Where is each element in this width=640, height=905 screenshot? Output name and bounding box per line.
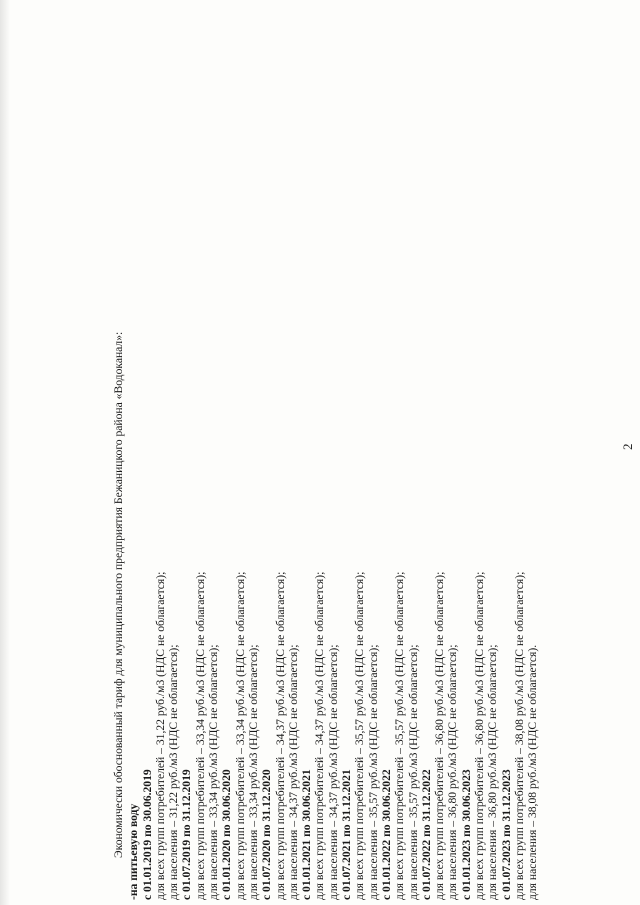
tariff-population: для населения – 33,34 руб./м3 (НДС не облагается);: [207, 644, 221, 900]
tariff-population: для населения – 38,08 руб./м3 (НДС не облагается).: [526, 644, 540, 900]
tariff-population: для населения – 35,57 руб./м3 (НДС не облагается);: [406, 644, 420, 900]
period-dates: с 01.01.2022 по 30.06.2022: [379, 769, 393, 900]
period-dates: с 01.07.2020 по 31.12.2020: [260, 769, 274, 900]
tariff-text-block: [112, 200, 540, 900]
tariff-population: для населения – 35,57 руб./м3 (НДС не облагается);: [366, 644, 380, 900]
tariff-all-groups: для всех групп потребителей – 33,34 руб./м3 (НДС не облагается);: [193, 571, 207, 900]
section-heading: -на питьевую воду: [127, 803, 141, 900]
document-title: Экономически обоснованный тариф для муниципального предприятия Бежаницкого района «Водоканал»:: [112, 331, 125, 858]
tariff-population: для населения – 36,80 руб./м3 (НДС не облагается);: [446, 644, 460, 900]
tariff-population: для населения – 34,37 руб./м3 (НДС не облагается);: [326, 644, 340, 900]
period-dates: с 01.01.2020 по 30.06.2020: [220, 769, 234, 900]
tariff-population: для населения – 34,37 руб./м3 (НДС не облагается);: [286, 644, 300, 900]
tariff-all-groups: для всех групп потребителей – 38,08 руб./м3 (НДС не облагается);: [512, 571, 526, 900]
tariff-period: [260, 200, 300, 900]
period-dates: с 01.07.2023 по 31.12.2023: [499, 769, 513, 900]
scan-edge: [0, 0, 10, 905]
tariff-all-groups: для всех групп потребителей – 35,57 руб./м3 (НДС не облагается);: [393, 571, 407, 900]
period-dates: с 01.01.2021 по 30.06.2021: [300, 769, 314, 900]
tariff-period: [380, 200, 420, 900]
tariff-all-groups: для всех групп потребителей – 33,34 руб./м3 (НДС не облагается);: [233, 571, 247, 900]
period-dates: с 01.07.2021 по 31.12.2021: [340, 769, 354, 900]
tariff-period: [300, 200, 340, 900]
tariff-period: [220, 200, 260, 900]
period-dates: с 01.07.2022 по 31.12.2022: [419, 769, 433, 900]
tariff-all-groups: для всех групп потребителей – 35,57 руб./м3 (НДС не облагается);: [353, 571, 367, 900]
tariff-period: [180, 200, 220, 900]
tariff-all-groups: для всех групп потребителей – 36,80 руб./м3 (НДС не облагается);: [433, 571, 447, 900]
period-dates: с 01.01.2023 по 30.06.2023: [459, 769, 473, 900]
tariff-period: [460, 200, 500, 900]
tariff-period: [340, 200, 380, 900]
tariff-all-groups: для всех групп потребителей – 34,37 руб./м3 (НДС не облагается);: [313, 571, 327, 900]
tariff-periods-list: [141, 200, 540, 900]
tariff-population: для населения – 31,22 руб./м3 (НДС не облагается);: [167, 644, 181, 900]
tariff-all-groups: для всех групп потребителей – 31,22 руб./м3 (НДС не облагается);: [153, 571, 167, 900]
tariff-population: для населения – 36,80 руб./м3 (НДС не облагается);: [486, 644, 500, 900]
tariff-period: [141, 200, 181, 900]
page-number: 2: [620, 443, 635, 450]
tariff-period: [420, 200, 460, 900]
tariff-all-groups: для всех групп потребителей – 36,80 руб./м3 (НДС не облагается);: [473, 571, 487, 900]
tariff-period: [500, 200, 540, 900]
tariff-population: для населения – 33,34 руб./м3 (НДС не облагается);: [246, 644, 260, 900]
tariff-all-groups: для всех групп потребителей – 34,37 руб./м3 (НДС не облагается);: [273, 571, 287, 900]
period-dates: с 01.01.2019 по 30.06.2019: [140, 769, 154, 900]
period-dates: с 01.07.2019 по 31.12.2019: [180, 769, 194, 900]
